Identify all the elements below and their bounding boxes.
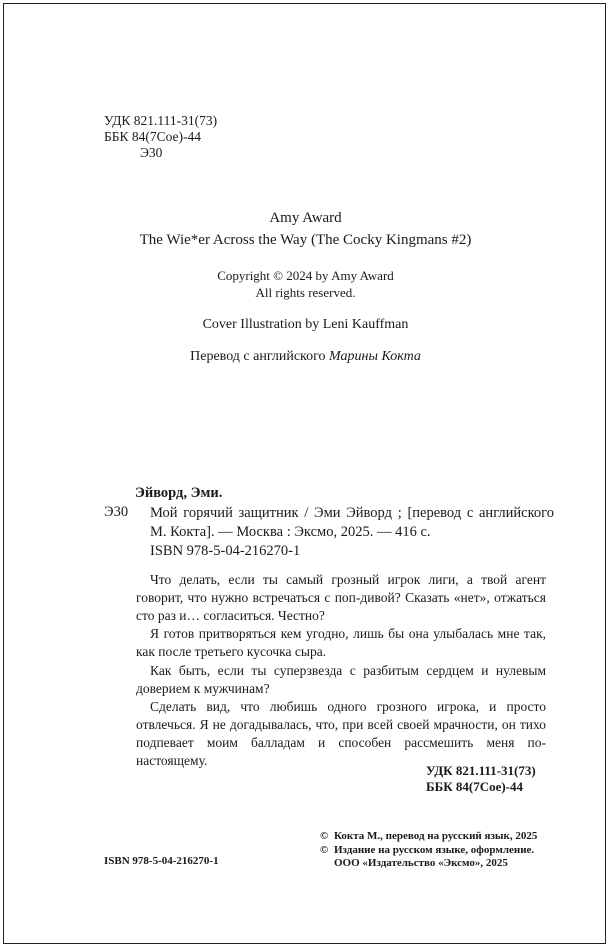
bibliographic-code: Э30 [104,504,129,520]
rights-line: All rights reserved. [255,285,356,300]
bottom-udk: УДК 821.111-31(73) [426,763,536,778]
bbk-code: ББК 84(7Сое)-44 [104,129,202,144]
copyright-symbol: © [320,843,329,856]
bibliographic-description: Мой горячий защитник / Эми Эйворд ; [перевод с английского М. Кокта]. — Москва : Эксмо, 2025. — 416 с. [150,505,554,540]
original-title: The Wie*er Across the Way (The Cocky Kingmans #2) [139,232,472,248]
annotation-paragraph: Я готов притворяться кем угодно, лишь бы она улыбалась мне так, как после третьего кусочка сыра. [136,626,546,659]
footer-isbn: ISBN 978-5-04-216270-1 [104,855,219,867]
copyright-edition: Издание на русском языке, оформление. [334,843,535,856]
annotation-part-1 [136,571,546,661]
original-author: Amy Award [269,210,342,226]
copyright-translation: Кокта М., перевод на русский язык, 2025 [334,830,538,842]
translation-prefix: Перевод с английского [190,349,330,364]
annotation-paragraph: Как быть, если ты суперзвезда с разбитым сердцем и нулевым доверием к мужчинам? [136,663,546,696]
bottom-classification [426,763,536,795]
classification-block [104,113,217,161]
copyright-line: Copyright © 2024 by Amy Award [217,268,394,283]
annotation-paragraph: Что делать, если ты самый грозный игрок лиги, а твой агент говорит, что нужно встречаться с поп-дивой? Сказать «нет», отжаться сто раз и… согласиться. Честно? [136,572,546,623]
annotation-paragraph: Сделать вид, что любишь одного грозного игрока, и просто отвлечься. Я не догадывалась, что, при всей своей мрачности, он тихо подпевает моим балладам и способен рассмешить меня по-настоящему. [136,699,546,768]
translator-name: Марины Кокта [329,349,421,364]
isbn: ISBN 978-5-04-216270-1 [150,543,301,559]
translation-credit [0,349,611,365]
udk-code: УДК 821.111-31(73) [104,113,218,128]
cover-illustration-credit: Cover Illustration by Leni Kauffman [202,317,409,332]
copyright-symbol: © [320,830,329,842]
author-sign: Э30 [140,145,163,160]
bibliographic-author: Эйворд, Эми. [135,485,223,501]
copyright-publisher: ООО «Издательство «Эксмо», 2025 [334,857,508,869]
footer-copyright [320,830,537,871]
bottom-bbk: ББК 84(7Сое)-44 [426,779,524,794]
annotation-part-2 [136,662,546,770]
page-border [3,3,606,944]
